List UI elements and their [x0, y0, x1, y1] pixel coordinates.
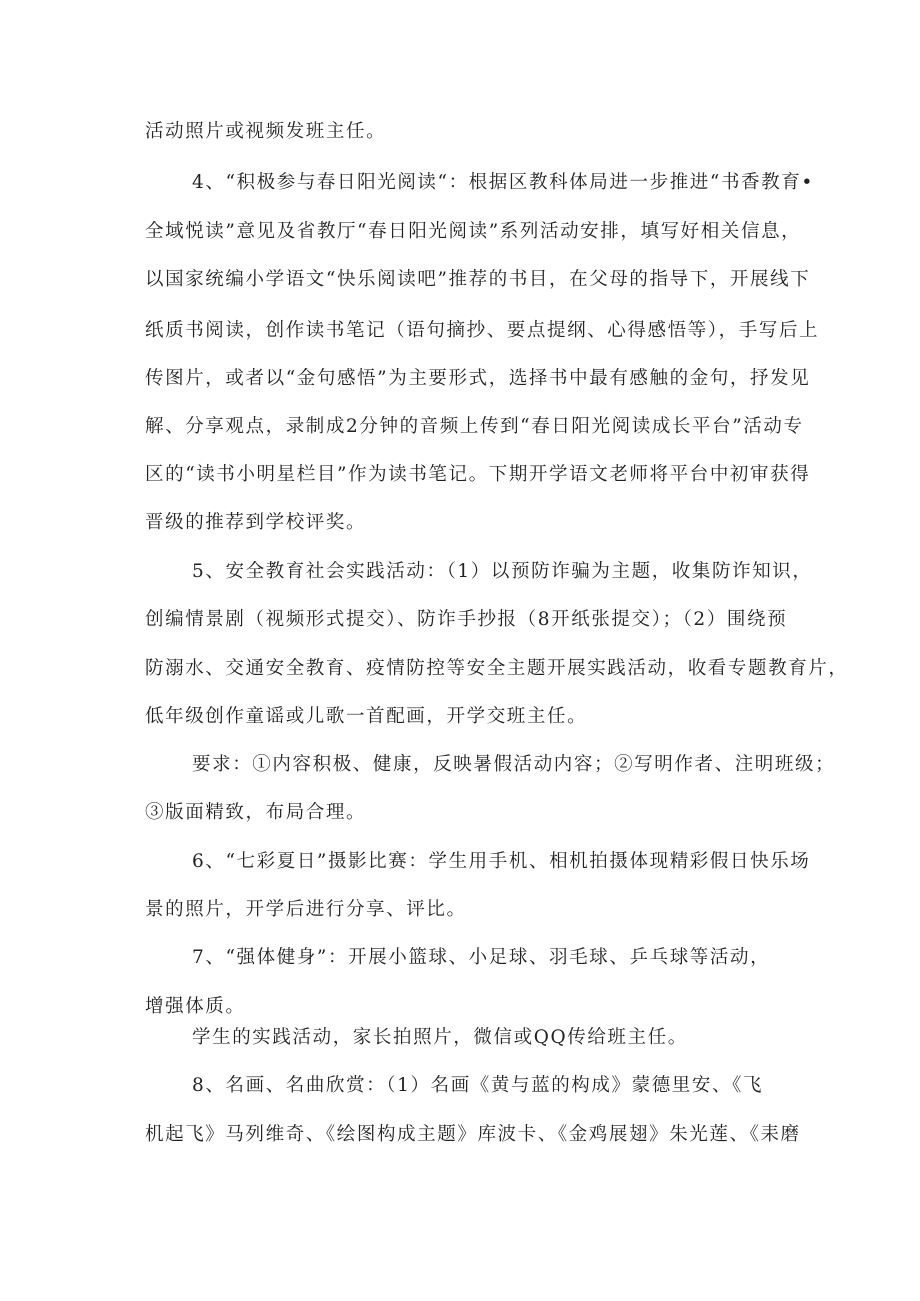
text-line: 学生的实践活动，家长拍照片，微信或QQ传给班主任。 — [192, 1027, 688, 1048]
text-line: 6、“七彩夏日”摄影比赛：学生用手机、相机拍摄体现精彩假日快乐场 — [192, 851, 811, 872]
text-line: 要求：①内容积极、健康，反映暑假活动内容；②写明作者、注明班级； — [192, 754, 836, 775]
text-line: 解、分享观点，录制成2分钟的音频上传到“春日阳光阅读成长平台”活动专 — [145, 416, 804, 437]
text-line: 4、“积极参与春日阳光阅读“：根据区教科体局进一步推进“书香教育• — [192, 172, 814, 193]
text-line: 活动照片或视频发班主任。 — [145, 121, 387, 142]
text-line: 增强体质。 — [145, 996, 246, 1017]
text-line: 机起飞》马列维奇、《绘图构成主题》库波卡、《金鸡展翅》朱光莲、《耒磨 — [145, 1124, 801, 1145]
text-line: 防溺水、交通安全教育、疫情防控等安全主题开展实践活动，收看专题教育片， — [145, 658, 849, 679]
text-line: 5、安全教育社会实践活动：（1）以预防诈骗为主题，收集防诈知识， — [192, 561, 813, 582]
text-line: 创编情景剧（视频形式提交）、防诈手抄报（8开纸张提交）；（2）围绕预 — [145, 609, 788, 630]
text-line: 低年级创作童谣或儿歌一首配画，开学交班主任。 — [145, 706, 588, 727]
text-line: 7、“强体健身”：开展小篮球、小足球、羽毛球、乒乓球等活动， — [192, 947, 771, 968]
text-line: 以国家统编小学语文“快乐阅读吧”推荐的书目，在父母的指导下，开展线下 — [145, 269, 811, 290]
text-line: 8、名画、名曲欣赏：（1）名画《黄与蓝的构成》蒙德里安、《飞 — [192, 1075, 764, 1096]
text-line: 晋级的推荐到学校评奖。 — [145, 512, 367, 533]
text-line: 纸质书阅读，创作读书笔记（语句摘抄、要点提纲、心得感悟等），手写后上 — [145, 320, 820, 341]
text-line: 全域悦读”意见及省教厅“春日阳光阅读”系列活动安排，填写好相关信息， — [145, 221, 802, 242]
text-line: 传图片，或者以“金句感悟”为主要形式，选择书中最有感触的金句，抒发见 — [145, 368, 811, 389]
text-line: 景的照片，开学后进行分享、评比。 — [145, 899, 467, 920]
text-line: ③版面精致，布局合理。 — [145, 802, 367, 823]
text-line: 区的“读书小明星栏目”作为读书笔记。下期开学语文老师将平台中初审获得 — [145, 464, 811, 485]
